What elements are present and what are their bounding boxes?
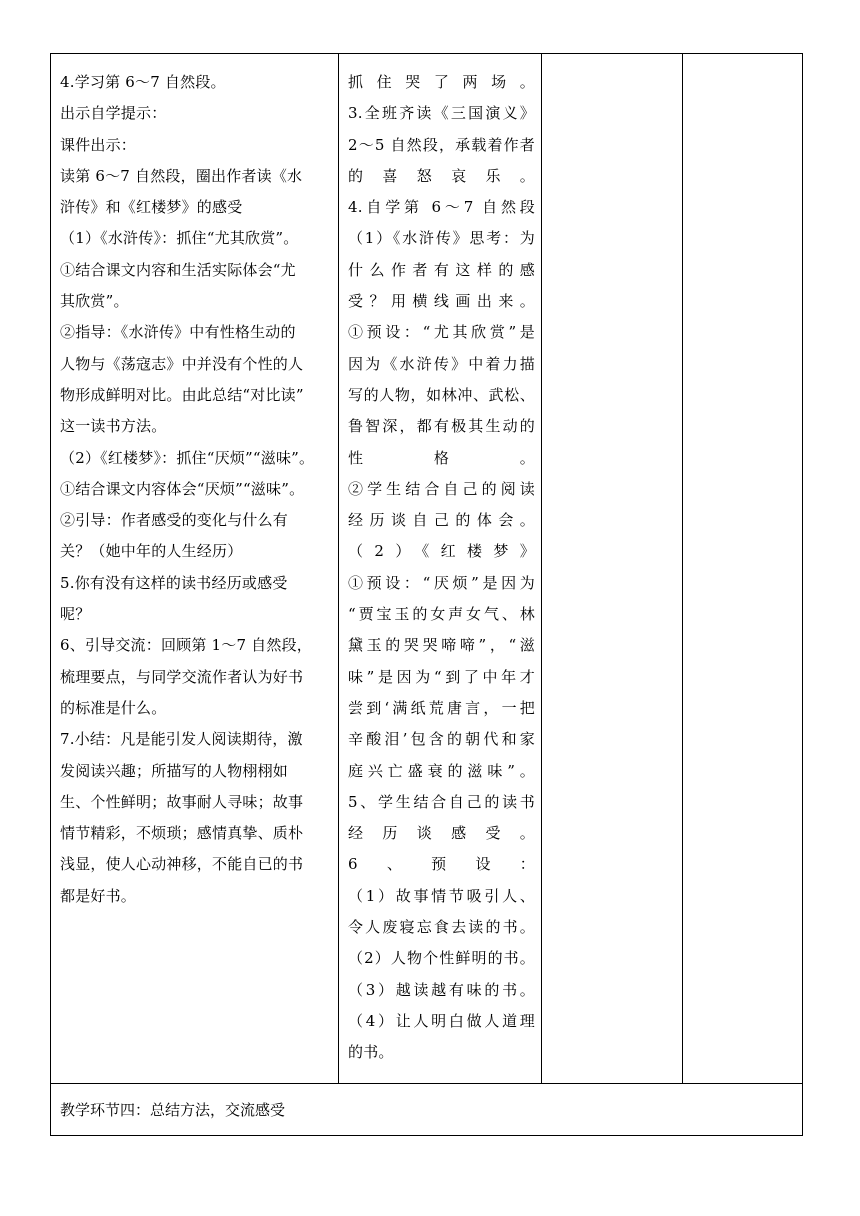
teacher-activity-line: ①结合课文内容和生活实际体会“尤: [60, 260, 296, 279]
teacher-activity-line: ②指导：《水浒传》中有性格生动的: [60, 323, 296, 342]
student-activity-line: 6、预设：: [348, 855, 535, 874]
student-activity-line: 鲁智深，都有极其生动的: [348, 417, 535, 436]
teacher-activity-line: 都是好书。: [60, 886, 137, 905]
teacher-activity-cell: [51, 54, 339, 1084]
student-activity-line: 辛酸泪’包含的朝代和家: [348, 730, 535, 749]
teacher-activity-text: [51, 54, 338, 912]
empty-cell-3: [542, 54, 683, 1084]
student-activity-line: 抓住哭了两场。: [348, 73, 535, 91]
teacher-activity-line: 浅显，使人心动神移，不能自已的书: [60, 855, 304, 874]
empty-cell-4: [683, 54, 803, 1084]
teacher-activity-line: 7.小结：凡是能引发人阅读期待，激: [60, 730, 303, 749]
student-activity-line: （2）《红楼梦》: [348, 542, 535, 561]
student-activity-line: （4）让人明白做人道理: [348, 1011, 535, 1030]
teacher-activity-line: 发阅读兴趣；所描写的人物栩栩如: [60, 761, 289, 780]
student-activity-line: （3）越读越有味的书。: [348, 980, 535, 999]
student-activity-line: 写的人物，如林冲、武松、: [348, 385, 535, 404]
section-title-cell: [51, 1084, 803, 1136]
student-activity-line: 尝到‘满纸荒唐言，一把: [348, 698, 535, 717]
student-activity-line: 庭兴亡盛衰的滋味”。: [348, 761, 535, 780]
teacher-activity-line: 关？（她中年的人生经历）: [60, 542, 243, 561]
teacher-activity-line: 出示自学提示：: [60, 104, 167, 123]
section-title: 教学环节四：总结方法，交流感受: [60, 1101, 286, 1119]
teacher-activity-line: 6、引导交流：回顾第 1～7 自然段，: [60, 636, 312, 655]
activity-row: [51, 54, 803, 1084]
teacher-activity-line: 课件出示：: [60, 135, 137, 154]
teacher-activity-line: ②引导：作者感受的变化与什么有: [60, 511, 289, 530]
lesson-plan-table: [50, 53, 803, 1136]
student-activity-line: 2～5 自然段，承载着作者: [348, 135, 535, 154]
student-activity-line: 3.全班齐读《三国演义》: [348, 104, 535, 123]
student-activity-line: 的喜怒哀乐。: [348, 166, 535, 185]
teacher-activity-line: 读第 6～7 自然段，圈出作者读《水: [60, 166, 303, 185]
teacher-activity-line: 物形成鲜明对比。由此总结“对比读”: [60, 385, 304, 404]
teacher-activity-line: 5.你有没有这样的读书经历或感受: [60, 573, 288, 592]
student-activity-text: [339, 54, 541, 1069]
teacher-activity-line: 情节精彩，不烦琐；感情真挚、质朴: [60, 824, 304, 843]
student-activity-line: ①预设：“厌烦”是因为: [348, 573, 535, 592]
student-activity-line: “贾宝玉的女声女气、林: [348, 605, 535, 624]
teacher-activity-line: 浒传》和《红楼梦》的感受: [60, 198, 243, 217]
student-activity-line: 的书。: [348, 1043, 394, 1062]
student-activity-line: 黛玉的哭哭啼啼”，“滋: [348, 636, 535, 655]
student-activity-line: 性格。: [348, 448, 535, 467]
student-activity-line: （1）《水浒传》思考：为: [348, 229, 535, 248]
student-activity-line: 受？用横线画出来。: [348, 292, 535, 311]
teacher-activity-line: 4.学习第 6～7 自然段。: [60, 73, 226, 91]
student-activity-line: 4.自学第 6～7 自然段: [348, 198, 535, 217]
teacher-activity-line: 其欣赏”。: [60, 292, 129, 311]
student-activity-line: 因为《水浒传》中着力描: [348, 354, 535, 373]
teacher-activity-line: 梳理要点，与同学交流作者认为好书: [60, 667, 304, 686]
student-activity-line: ②学生结合自己的阅读: [348, 479, 535, 498]
teacher-activity-line: 呢？: [60, 605, 91, 624]
teacher-activity-line: （2）《红楼梦》：抓住“厌烦”“滋味”。: [60, 448, 315, 467]
teacher-activity-line: 人物与《荡寇志》中并没有个性的人: [60, 354, 304, 373]
section-row: [51, 1084, 803, 1136]
student-activity-line: （1）故事情节吸引人、: [348, 886, 535, 905]
teacher-activity-line: 的标准是什么。: [60, 698, 167, 717]
student-activity-line: 味”是因为“到了中年才: [348, 667, 535, 686]
student-activity-line: 令人废寝忘食去读的书。: [348, 918, 535, 937]
student-activity-line: 经历谈感受。: [348, 824, 535, 843]
student-activity-line: 什么作者有这样的感: [348, 260, 535, 279]
student-activity-line: 5、学生结合自己的读书: [348, 792, 535, 811]
teacher-activity-line: ①结合课文内容体会“厌烦”“滋味”。: [60, 479, 305, 498]
student-activity-line: （2）人物个性鲜明的书。: [348, 949, 535, 968]
student-activity-line: 经历谈自己的体会。: [348, 511, 535, 530]
student-activity-cell: [339, 54, 542, 1084]
teacher-activity-line: （1）《水浒传》：抓住“尤其欣赏”。: [60, 229, 299, 248]
teacher-activity-line: 生、个性鲜明；故事耐人寻味；故事: [60, 792, 304, 811]
student-activity-line: ①预设：“尤其欣赏”是: [348, 323, 535, 342]
teacher-activity-line: 这一读书方法。: [60, 417, 167, 436]
